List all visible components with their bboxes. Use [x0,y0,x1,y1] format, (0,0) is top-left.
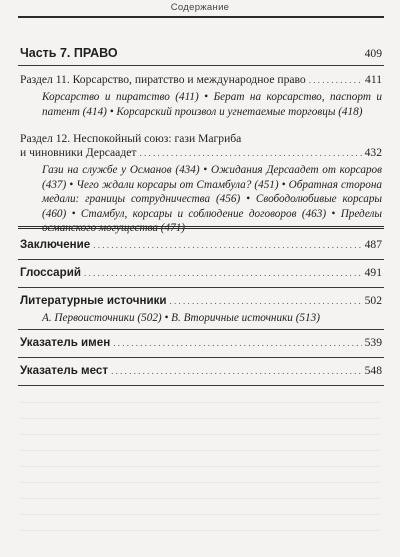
literature-subtopics: А. Первоисточники (502) • В. Вторичные источники (513) [42,312,320,324]
section11-subtopics: Корсарство и пиратство (411) • Берат на корсарство, паспорт и патент (414) • Корсарский произвол и угнетаемые торговцы (418) [42,91,382,118]
dot-leader [139,146,361,160]
page-number: 432 [364,146,382,159]
part-title: Часть 7. ПРАВО [20,46,118,60]
entry-title: Указатель мест [20,364,109,377]
entry-title: Заключение [20,238,91,251]
section12-subtopics: Гази на службе у Османов (434) • Ожидания Дерсаадет от корсаров (437) • Чего ждали корсары от Стамбула? (451) • Обратная сторона медали: границы сотрудничества (456) • Свободолюбивые корсары (460) • Стамбул, корсары и соблюдение договоров (463) • Пределы османского могущества (471) [42,164,382,234]
divider [18,226,384,229]
toc-entry-section11[interactable] [20,73,382,87]
divider [18,65,384,66]
toc-entry-index-names[interactable] [20,336,382,350]
dot-leader [113,336,361,350]
page-number: 411 [365,73,382,86]
section-title-line2: и чиновники Дерсаадет [20,146,137,159]
toc-entry-section12[interactable] [20,132,382,160]
dot-leader [93,238,361,252]
section-title-line1: Раздел 12. Неспокойный союз: гази Магриба [20,132,242,145]
page-number: 409 [364,47,382,60]
divider [18,259,384,260]
divider [18,287,384,288]
toc-entry-conclusion[interactable] [20,238,382,252]
show-through [20,418,380,428]
entry-title: Литературные источники [20,294,167,307]
toc-entry-index-places[interactable] [20,364,382,378]
page-number: 502 [364,294,382,307]
entry-title: Глоссарий [20,266,81,279]
header-rule [18,16,384,18]
show-through [20,530,380,540]
toc-entry-glossary[interactable] [20,266,382,280]
divider [18,357,384,358]
show-through [20,402,380,412]
show-through [20,466,380,476]
page-number: 487 [364,238,382,251]
show-through [20,482,380,492]
toc-entry-literature[interactable] [20,294,382,308]
dot-leader [111,364,362,378]
page-number: 539 [364,336,382,349]
toc-entry-part7[interactable] [20,46,382,61]
running-header: Содержание [170,2,230,13]
show-through [20,434,380,444]
divider [18,385,384,386]
dot-leader [84,266,362,280]
divider [18,329,384,330]
show-through [20,450,380,460]
page-number: 491 [364,266,382,279]
dot-leader [309,73,362,87]
show-through [20,514,380,524]
show-through [20,498,380,508]
section-title: Раздел 11. Корсарство, пиратство и международное право [20,73,306,86]
dot-leader [170,294,362,308]
entry-title: Указатель имен [20,336,111,349]
page-number: 548 [364,364,382,377]
